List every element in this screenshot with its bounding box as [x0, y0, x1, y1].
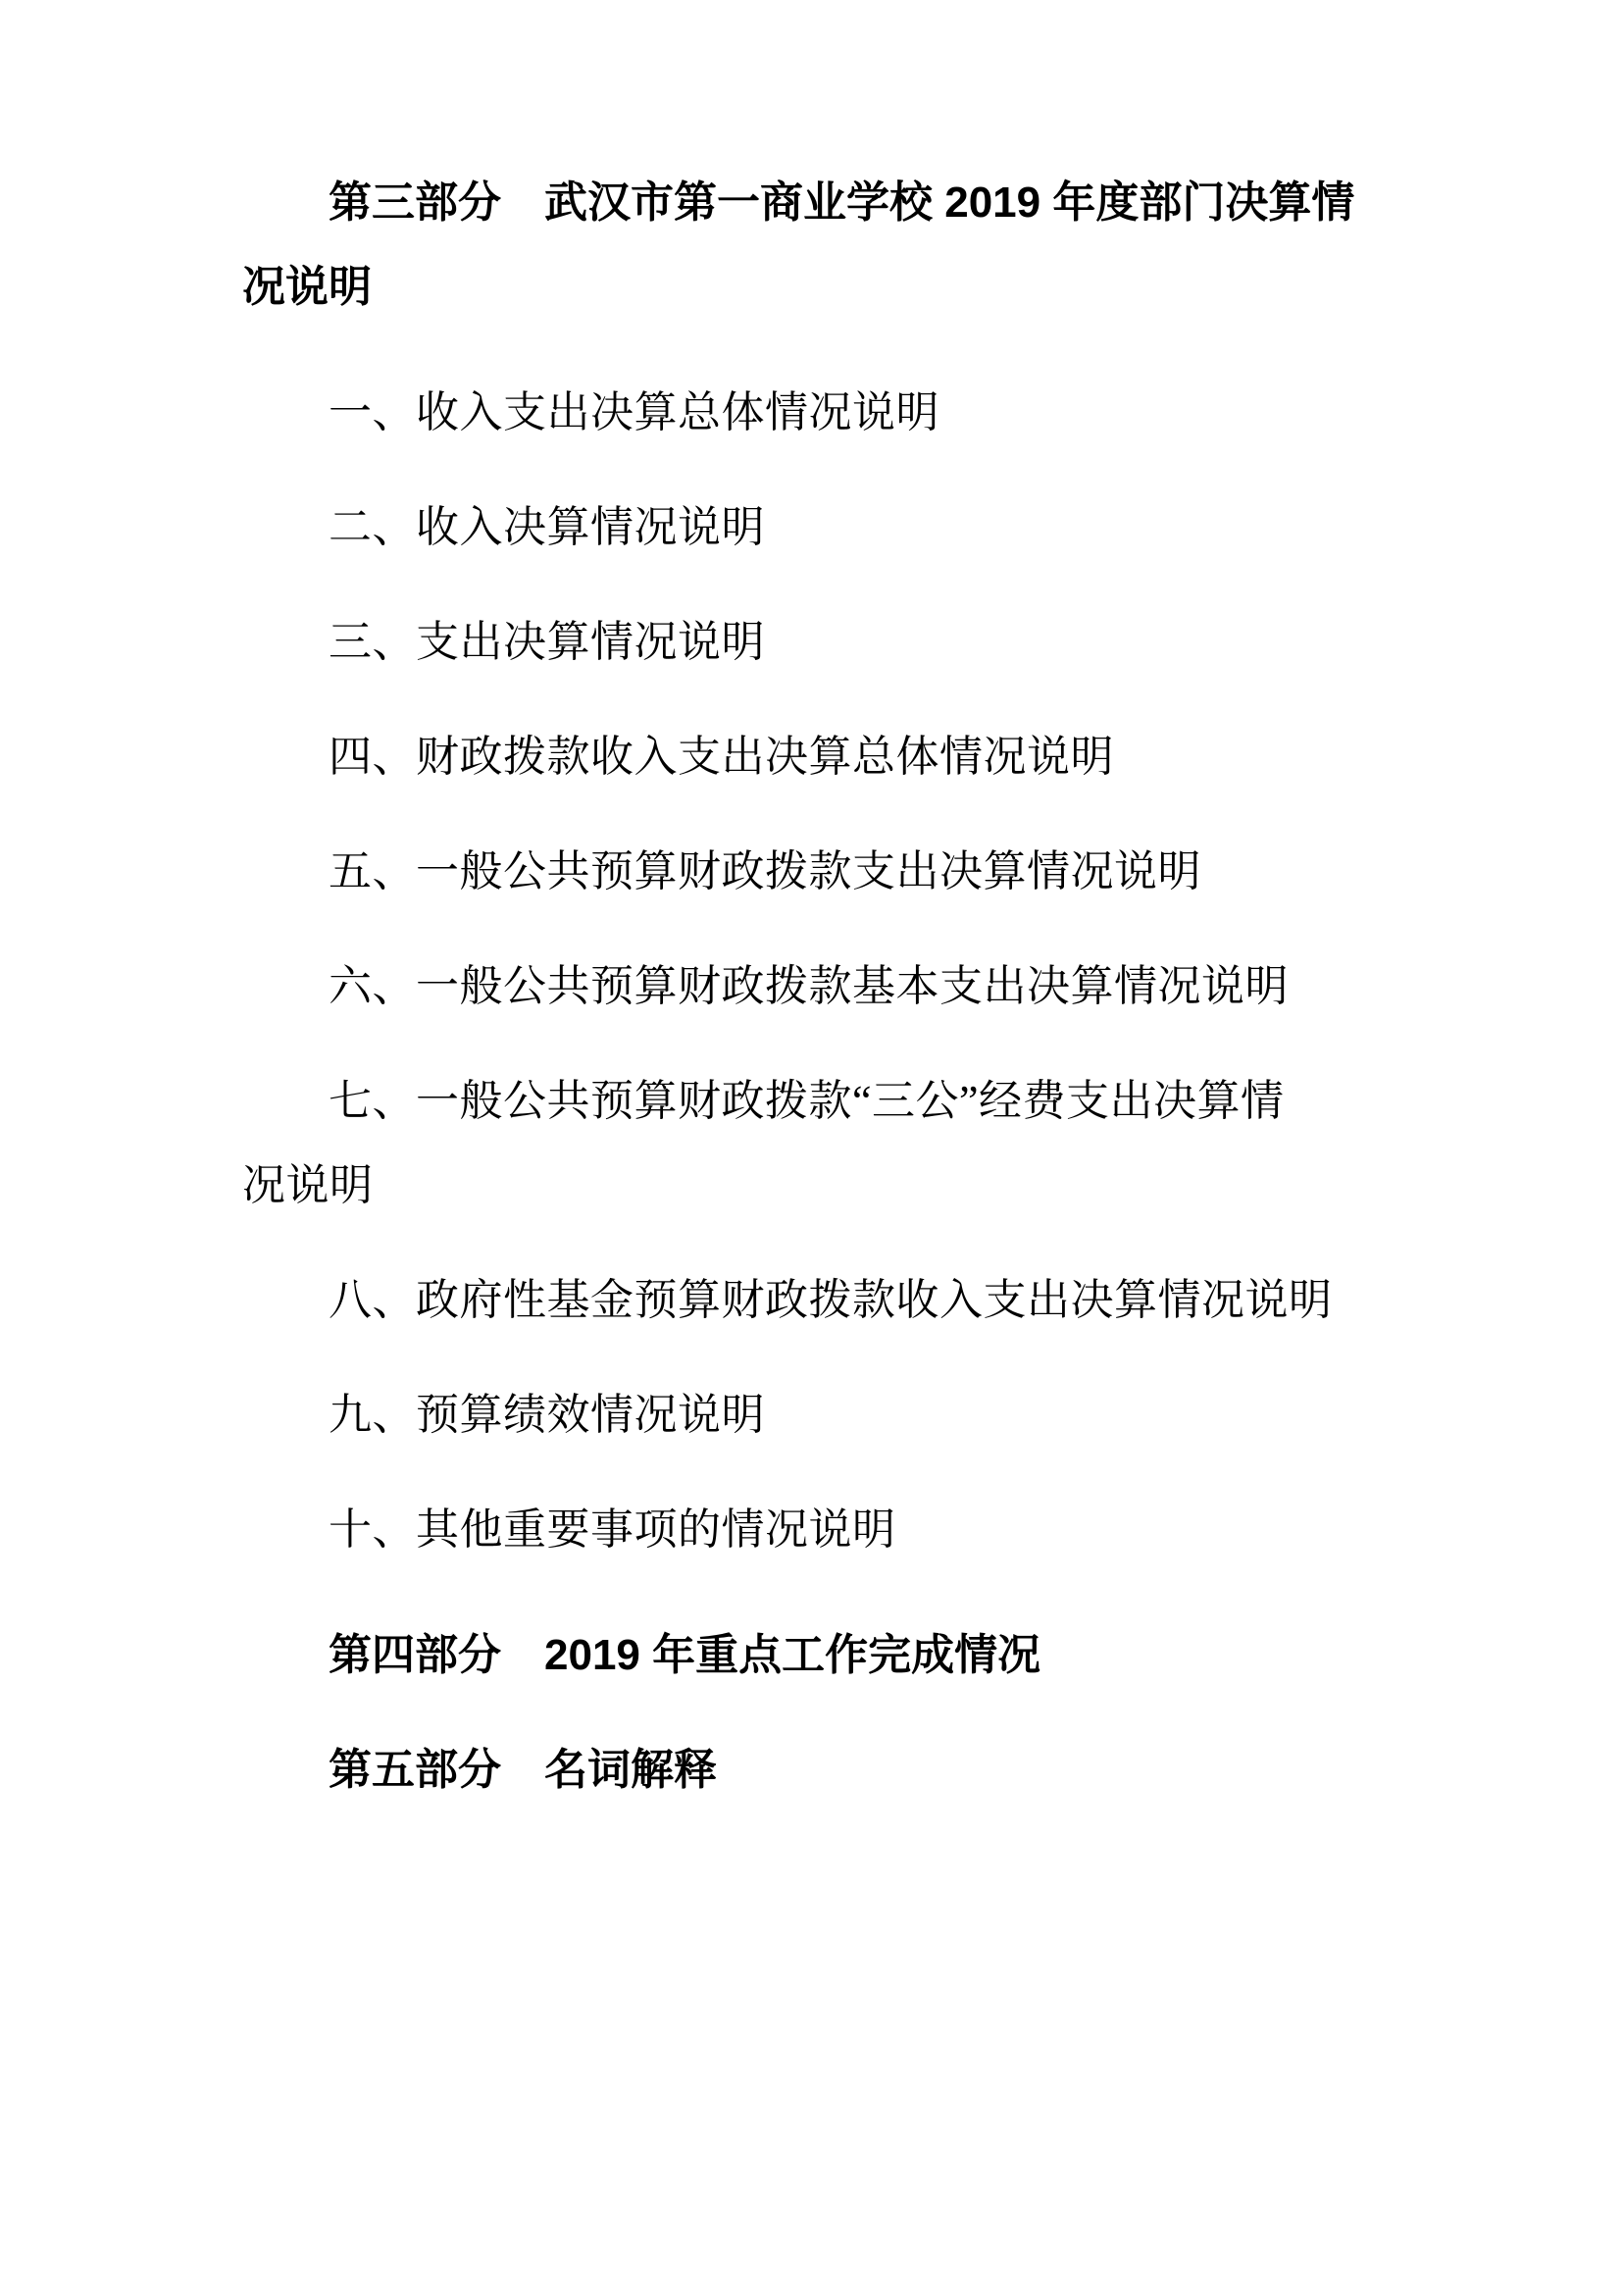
toc-item-2 — [242, 485, 1381, 570]
toc-item-5-text: 五、一般公共预算财政拨款支出决算情况说明 — [329, 847, 1201, 895]
toc-item-7-text-line-1: 七、一般公共预算财政拨款“三公”经费支出决算情 — [329, 1077, 1285, 1125]
toc-item-3 — [242, 600, 1381, 685]
toc-item-9-text: 九、预算绩效情况说明 — [329, 1391, 765, 1439]
toc-item-5 — [242, 830, 1381, 914]
toc-item-8-text: 八、政府性基金预算财政拨款收入支出决算情况说明 — [329, 1276, 1333, 1324]
toc-item-3-text: 三、支出决算情况说明 — [329, 618, 765, 666]
toc-item-4 — [242, 715, 1381, 799]
toc-item-2-text: 二、收入决算情况说明 — [329, 503, 765, 551]
toc-item-4-text: 四、财政拨款收入支出决算总体情况说明 — [329, 733, 1114, 781]
part5-heading — [242, 1728, 1381, 1812]
toc-item-1-text: 一、收入支出决算总体情况说明 — [329, 388, 939, 436]
toc-item-6 — [242, 944, 1381, 1029]
part3-heading-line-1: 第三部分 武汉市第一商业学校 2019 年度部门决算情 — [329, 179, 1355, 227]
toc-item-1 — [242, 371, 1381, 455]
toc-item-10 — [242, 1488, 1381, 1572]
part3-heading — [242, 161, 1381, 330]
part5-heading-line-1: 第五部分 名词解释 — [329, 1746, 717, 1794]
toc-item-6-text: 六、一般公共预算财政拨款基本支出决算情况说明 — [329, 962, 1289, 1010]
toc-item-8 — [242, 1258, 1381, 1343]
toc-item-9 — [242, 1373, 1381, 1457]
part4-heading — [242, 1613, 1381, 1698]
part3-heading-line-2: 况说明 — [242, 263, 372, 311]
toc-item-10-text: 十、其他重要事项的情况说明 — [329, 1505, 896, 1554]
toc-item-7 — [242, 1059, 1381, 1228]
part4-heading-line-1: 第四部分 2019 年重点工作完成情况 — [329, 1631, 1041, 1679]
toc-item-7-text-line-2: 况说明 — [242, 1161, 374, 1209]
